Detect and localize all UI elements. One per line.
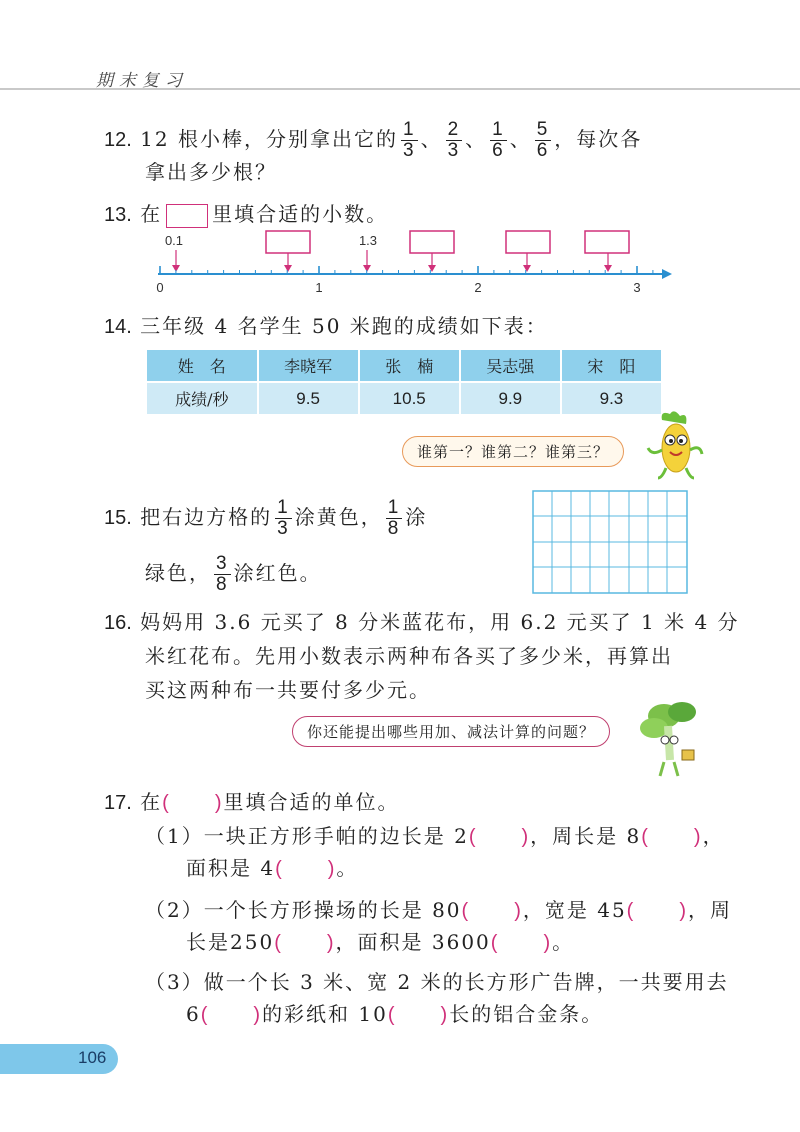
fraction: $\frac{1}{6}$: [492, 119, 505, 161]
subquestion-2-line2: [186, 926, 574, 959]
table-cell: 9.5: [258, 382, 359, 415]
separator: 、: [465, 127, 488, 151]
question-text: 把右边方格的: [140, 505, 273, 529]
question-text: ，面积是 3600: [335, 930, 491, 954]
blank-parentheses[interactable]: ( ): [274, 932, 336, 954]
coloring-grid: [532, 490, 688, 594]
tick-label: 3: [633, 280, 641, 295]
page-number: 106: [78, 1048, 107, 1067]
question-text: 的彩纸和 10: [262, 1002, 388, 1026]
question-number: 17.: [104, 792, 132, 814]
pointer-arrowhead: [284, 265, 292, 272]
question-14: [104, 310, 548, 343]
results-table: [145, 348, 663, 416]
fraction: $\frac{2}{3}$: [447, 119, 461, 161]
question-16-line2: 米红花布。先用小数表示两种布各买了多少米，再算出: [145, 644, 673, 668]
tick-label: 0: [156, 280, 164, 295]
speech-bubble: 你还能提出哪些用加、减法计算的问题？: [292, 716, 610, 747]
tick-label: 1: [315, 280, 323, 295]
question-16-line3: 买这两种布一共要付多少元。: [145, 678, 431, 702]
minor-ticks: [160, 266, 653, 274]
table-header-cell: 张 楠: [359, 349, 460, 382]
question-text: 三年级 4 名学生 50 米跑的成绩如下表：: [140, 314, 548, 338]
question-text: 涂黄色，: [294, 505, 383, 529]
question-text: 在: [140, 790, 163, 814]
corn-mascot-icon: [640, 408, 712, 480]
table-cell: 成绩/秒: [146, 382, 258, 415]
question-number: 15.: [104, 507, 132, 529]
table-cell: 9.3: [561, 382, 662, 415]
pointer-arrowhead: [428, 265, 436, 272]
number-line: [150, 228, 675, 296]
table-header-row: [146, 349, 662, 382]
tick-label: 2: [474, 280, 482, 295]
answer-box[interactable]: [585, 231, 629, 253]
question-text: 长是250: [186, 930, 275, 954]
blank-parentheses[interactable]: ( ): [490, 932, 553, 954]
blank-parentheses[interactable]: ( ): [200, 1004, 263, 1026]
speech-bubble: 谁第一？谁第二？谁第三？: [402, 436, 624, 467]
separator: 、: [509, 127, 532, 151]
table-header-cell: 姓 名: [146, 349, 258, 382]
table-row: [146, 382, 662, 415]
blank-parentheses[interactable]: ( ): [468, 826, 531, 848]
question-text: 涂红色。: [233, 561, 322, 585]
question-text: ，周长是 8: [530, 824, 642, 848]
question-number: 12.: [104, 129, 132, 151]
blank-parentheses[interactable]: ( ): [461, 900, 523, 922]
table-cell: 10.5: [359, 382, 460, 415]
question-text: 。: [552, 930, 575, 954]
question-text: ，周: [688, 898, 732, 922]
fraction: $\frac{1}{3}$: [402, 119, 416, 161]
question-number: 14.: [104, 316, 132, 338]
question-number: 13.: [104, 204, 132, 226]
answer-box-example: [166, 204, 208, 228]
question-text: 6: [186, 1002, 201, 1026]
table-cell: 9.9: [460, 382, 561, 415]
answer-box[interactable]: [410, 231, 454, 253]
blank-parentheses[interactable]: ( ): [275, 858, 337, 880]
question-17: [104, 786, 400, 819]
answer-box[interactable]: [266, 231, 310, 253]
question-text: 妈妈用 3.6 元买了 8 分米蓝花布，用 6.2 元买了 1 米 4 分: [140, 610, 740, 634]
subquestion-3: （3）做一个长 3 米、宽 2 米的长方形广告牌，一共要用去: [145, 970, 729, 994]
separator: 、: [420, 127, 443, 151]
table-header-cell: 李晓军: [258, 349, 359, 382]
question-15-line2: [145, 554, 322, 595]
subquestion-2: [145, 894, 732, 927]
blank-parentheses[interactable]: ( ): [387, 1004, 450, 1026]
vegetable-mascot-icon: [634, 700, 706, 780]
pointer-arrowhead: [523, 265, 531, 272]
axis-arrowhead: [662, 269, 672, 279]
question-text: 面积是 4: [186, 856, 276, 880]
fraction: $\frac{5}{6}$: [536, 119, 550, 161]
fraction: $\frac{3}{8}$: [216, 553, 229, 595]
question-text: 长的铝合金条。: [449, 1002, 604, 1026]
table-header-cell: 吴志强: [460, 349, 561, 382]
question-text: 绿色，: [145, 561, 211, 585]
fraction: $\frac{1}{8}$: [387, 497, 401, 539]
question-number: 16.: [104, 612, 132, 634]
subquestion-1: [145, 820, 725, 853]
answer-box[interactable]: [506, 231, 550, 253]
question-text: 里填合适的小数。: [212, 202, 389, 226]
question-15: [104, 498, 427, 539]
question-12: [104, 120, 642, 161]
question-text: ，宽是 45: [522, 898, 627, 922]
question-text: 涂: [405, 505, 428, 529]
page-header-title: 期末复习: [96, 71, 188, 91]
question-text: 。: [336, 856, 359, 880]
question-text: 里填合适的单位。: [223, 790, 400, 814]
question-13: [104, 198, 388, 231]
blank-parentheses[interactable]: ( ): [626, 900, 688, 922]
fraction: $\frac{1}{3}$: [277, 497, 290, 539]
question-text: ，每次各: [554, 127, 643, 151]
question-12-line2: 拿出多少根？: [145, 160, 277, 184]
number-line-label: 1.3: [358, 233, 378, 248]
blank-parentheses: ( ): [162, 792, 224, 814]
question-text: （2）一个长方形操场的长是 80: [145, 898, 462, 922]
subquestion-3-line2: [186, 998, 603, 1031]
subquestion-1-line2: [186, 852, 358, 885]
question-text: （1）一块正方形手帕的边长是 2: [145, 824, 469, 848]
question-text: 12 根小棒，分别拿出它的: [140, 127, 398, 151]
question-text: 在: [140, 202, 163, 226]
question-16: [104, 606, 740, 639]
blank-parentheses[interactable]: ( ): [641, 826, 703, 848]
number-line-label: 0.1: [164, 233, 184, 248]
question-text: ，: [702, 824, 725, 848]
table-header-cell: 宋 阳: [561, 349, 662, 382]
